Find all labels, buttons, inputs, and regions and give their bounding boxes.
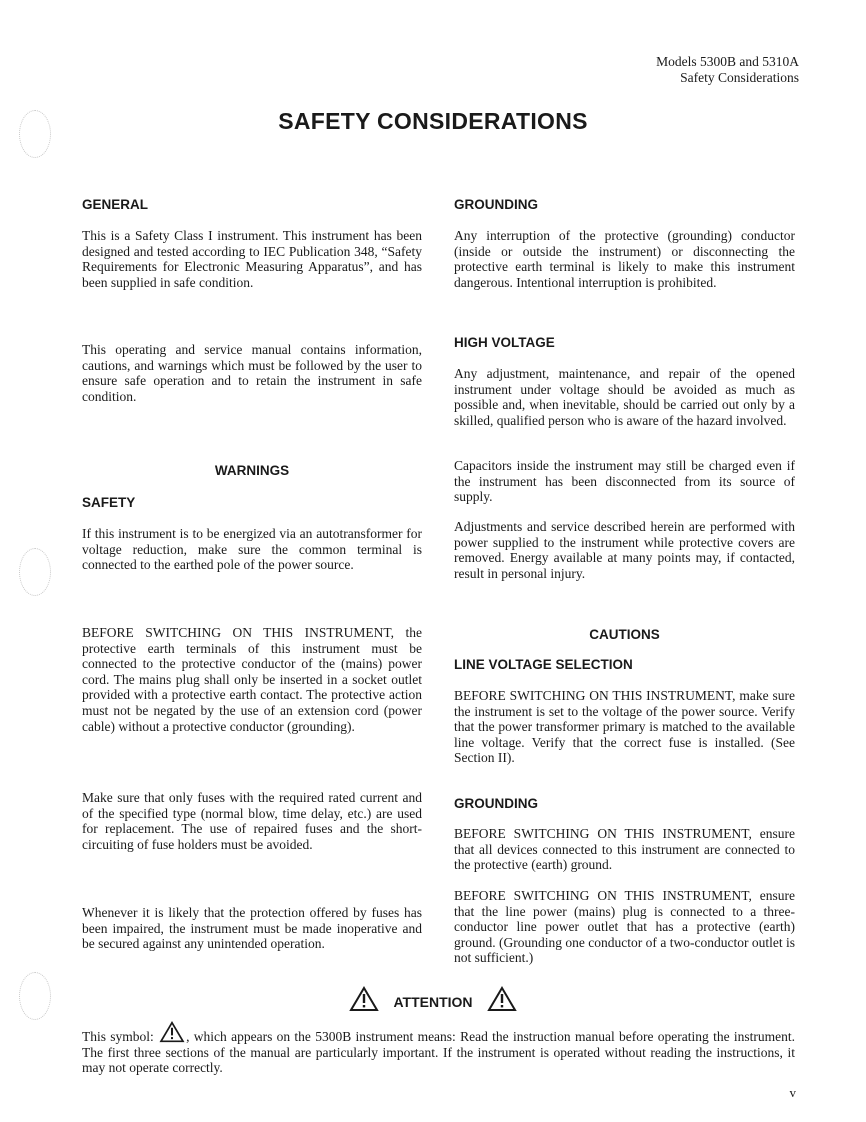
- warning-triangle-icon: [487, 986, 517, 1012]
- high-voltage-paragraph-1: Any adjustment, maintenance, and repair of the opened instrument under voltage should be avoided as much as possible and, when inevitable, should be carried out only by a skilled, qualified person who is aware of the hazard involved.: [454, 366, 795, 428]
- general-paragraph-2: This operating and service manual contains information, cautions, and warnings which must be followed by the user to ensure safe operation and to retain the instrument in safe condition.: [82, 342, 422, 404]
- warnings-paragraph-protective-earth: BEFORE SWITCHING ON THIS INSTRUMENT, the protective earth terminals of this instrument must be connected to the protective conductor of the (mains) power cord. The mains plug shall only be inserted in a socket outlet provided with a protective earth contact. The protective action must not be negated by the use of an extension cord (power cable) without a protective conductor (grounding).: [82, 625, 422, 734]
- high-voltage-paragraph-2: Capacitors inside the instrument may still be charged even if the instrument has been disconnected from its source of supply.: [454, 458, 795, 505]
- attention-note: [82, 1021, 795, 1076]
- attention-text-before: This symbol:: [82, 1029, 154, 1044]
- general-paragraph-1: This is a Safety Class I instrument. This instrument has been designed and tested according to IEC Publication 348, “Safety Requirements for Electronic Measuring Apparatus”, and has been supplied in safe condition.: [82, 228, 422, 290]
- line-voltage-paragraph: BEFORE SWITCHING ON THIS INSTRUMENT, make sure the instrument is set to the voltage of the power source. Verify that the power transformer primary is matched to the available line voltage. Verify that the correct fuse is installed. (See Section II).: [454, 688, 795, 766]
- warnings-paragraph-fuses: Make sure that only fuses with the required rated current and of the specified type (normal blow, time delay, etc.) are used for replacement. The use of repaired fuses and the short-circuiting of fuse holders must be avoided.: [82, 790, 422, 852]
- warnings-paragraph-impaired-protection: Whenever it is likely that the protection offered by fuses has been impaired, the instrument must be made inoperative and be secured against any unintended operation.: [82, 905, 422, 952]
- running-header-model: Models 5300B and 5310A: [656, 54, 799, 69]
- grounding-heading: GROUNDING: [454, 197, 538, 212]
- page-title: SAFETY CONSIDERATIONS: [278, 108, 588, 134]
- attention-banner: [0, 986, 866, 1014]
- attention-label: ATTENTION: [393, 994, 473, 1010]
- safety-heading: SAFETY: [82, 495, 136, 510]
- warnings-paragraph-autotransformer: If this instrument is to be energized via an autotransformer for voltage reduction, make sure the common terminal is connected to the earthed pole of the power source.: [82, 526, 422, 573]
- grounding-paragraph: Any interruption of the protective (grounding) conductor (inside or outside the instrument) or disconnecting the protective earth terminal is likely to make this instrument dangerous. Intentional interruption is prohibited.: [454, 228, 795, 290]
- cautions-grounding-paragraph-1: BEFORE SWITCHING ON THIS INSTRUMENT, ensure that all devices connected to this instrument are connected to the protective (earth) ground.: [454, 826, 795, 873]
- attention-text-after: , which appears on the 5300B instrument means: Read the instruction manual before operating the instrument. The first three sections of the manual are particularly important. If the instrument is operated without reading the instructions, it may not operate correctly.: [82, 1029, 795, 1076]
- running-header-section: Safety Considerations: [680, 70, 799, 85]
- high-voltage-paragraph-3: Adjustments and service described herein are performed with power supplied to the instrument while protective covers are removed. Energy available at many points may, if contacted, result in personal injury.: [454, 519, 795, 581]
- line-voltage-selection-heading: LINE VOLTAGE SELECTION: [454, 657, 633, 672]
- high-voltage-heading: HIGH VOLTAGE: [454, 335, 555, 350]
- warning-triangle-icon: [158, 1021, 186, 1043]
- warning-triangle-icon: [349, 986, 379, 1012]
- cautions-grounding-paragraph-2: BEFORE SWITCHING ON THIS INSTRUMENT, ensure that the line power (mains) plug is connected to a three-conductor line power outlet that has a protective (earth) ground. (Grounding one conductor of a two-conductor outlet is not sufficient.): [454, 888, 795, 966]
- page-number: v: [789, 1085, 796, 1100]
- general-heading: GENERAL: [82, 197, 149, 212]
- warnings-heading: WARNINGS: [214, 463, 290, 478]
- cautions-grounding-heading: GROUNDING: [454, 796, 538, 811]
- binder-hole-icon: [19, 548, 51, 596]
- cautions-heading: CAUTIONS: [589, 627, 660, 642]
